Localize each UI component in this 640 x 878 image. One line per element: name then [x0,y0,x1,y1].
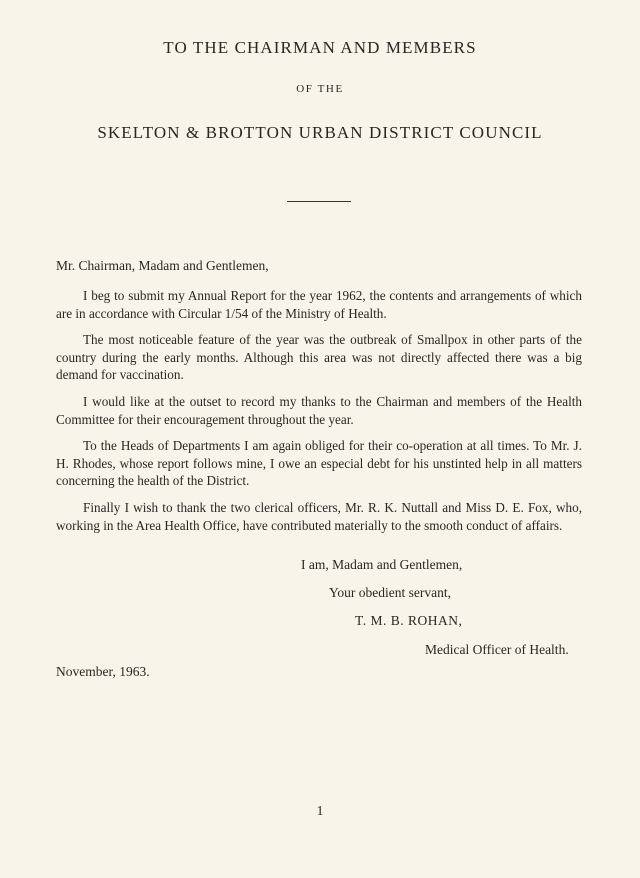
signatory-name: T. M. B. ROHAN, [355,613,463,628]
salutation: Mr. Chairman, Madam and Gentlemen, [56,258,269,273]
signatory-title: Medical Officer of Health. [425,642,569,657]
divider-rule [287,201,351,202]
paragraph-clerical-officers: Finally I wish to thank the two clerical officers, Mr. R. K. Nuttall and Miss D. E. Fox, who, working in the Area Health Office, have contributed materially to the smooth conduct of affairs. [56,500,582,533]
paragraph-smallpox: The most noticeable feature of the year was the outbreak of Smallpox in other parts of the country during the early months. Although this area was not directly affected there was a big demand for vaccination. [56,332,582,382]
closing-line: I am, Madam and Gentlemen, [301,557,463,572]
heading-council: SKELTON & BROTTON URBAN DISTRICT COUNCIL [97,123,543,142]
heading-connector: OF THE [296,83,344,95]
letter-date: November, 1963. [56,664,150,679]
paragraph-annual-report: I beg to submit my Annual Report for the year 1962, the contents and arrangements of which are in accordance with Circular 1/54 of the Ministry of Health. [56,288,582,321]
page-number: 1 [316,803,324,818]
closing-servant: Your obedient servant, [329,585,451,600]
paragraph-heads-of-departments: To the Heads of Departments I am again obliged for their co-operation at all times. To Mr. J. H. Rhodes, whose report follows mine, I owe an especial debt for his unstinted help in all matters concerning the health of the District. [56,438,582,488]
heading-addressee: TO THE CHAIRMAN AND MEMBERS [163,38,477,57]
paragraph-thanks-committee: I would like at the outset to record my thanks to the Chairman and members of the Health Committee for their encouragement throughout the year. [56,394,582,427]
